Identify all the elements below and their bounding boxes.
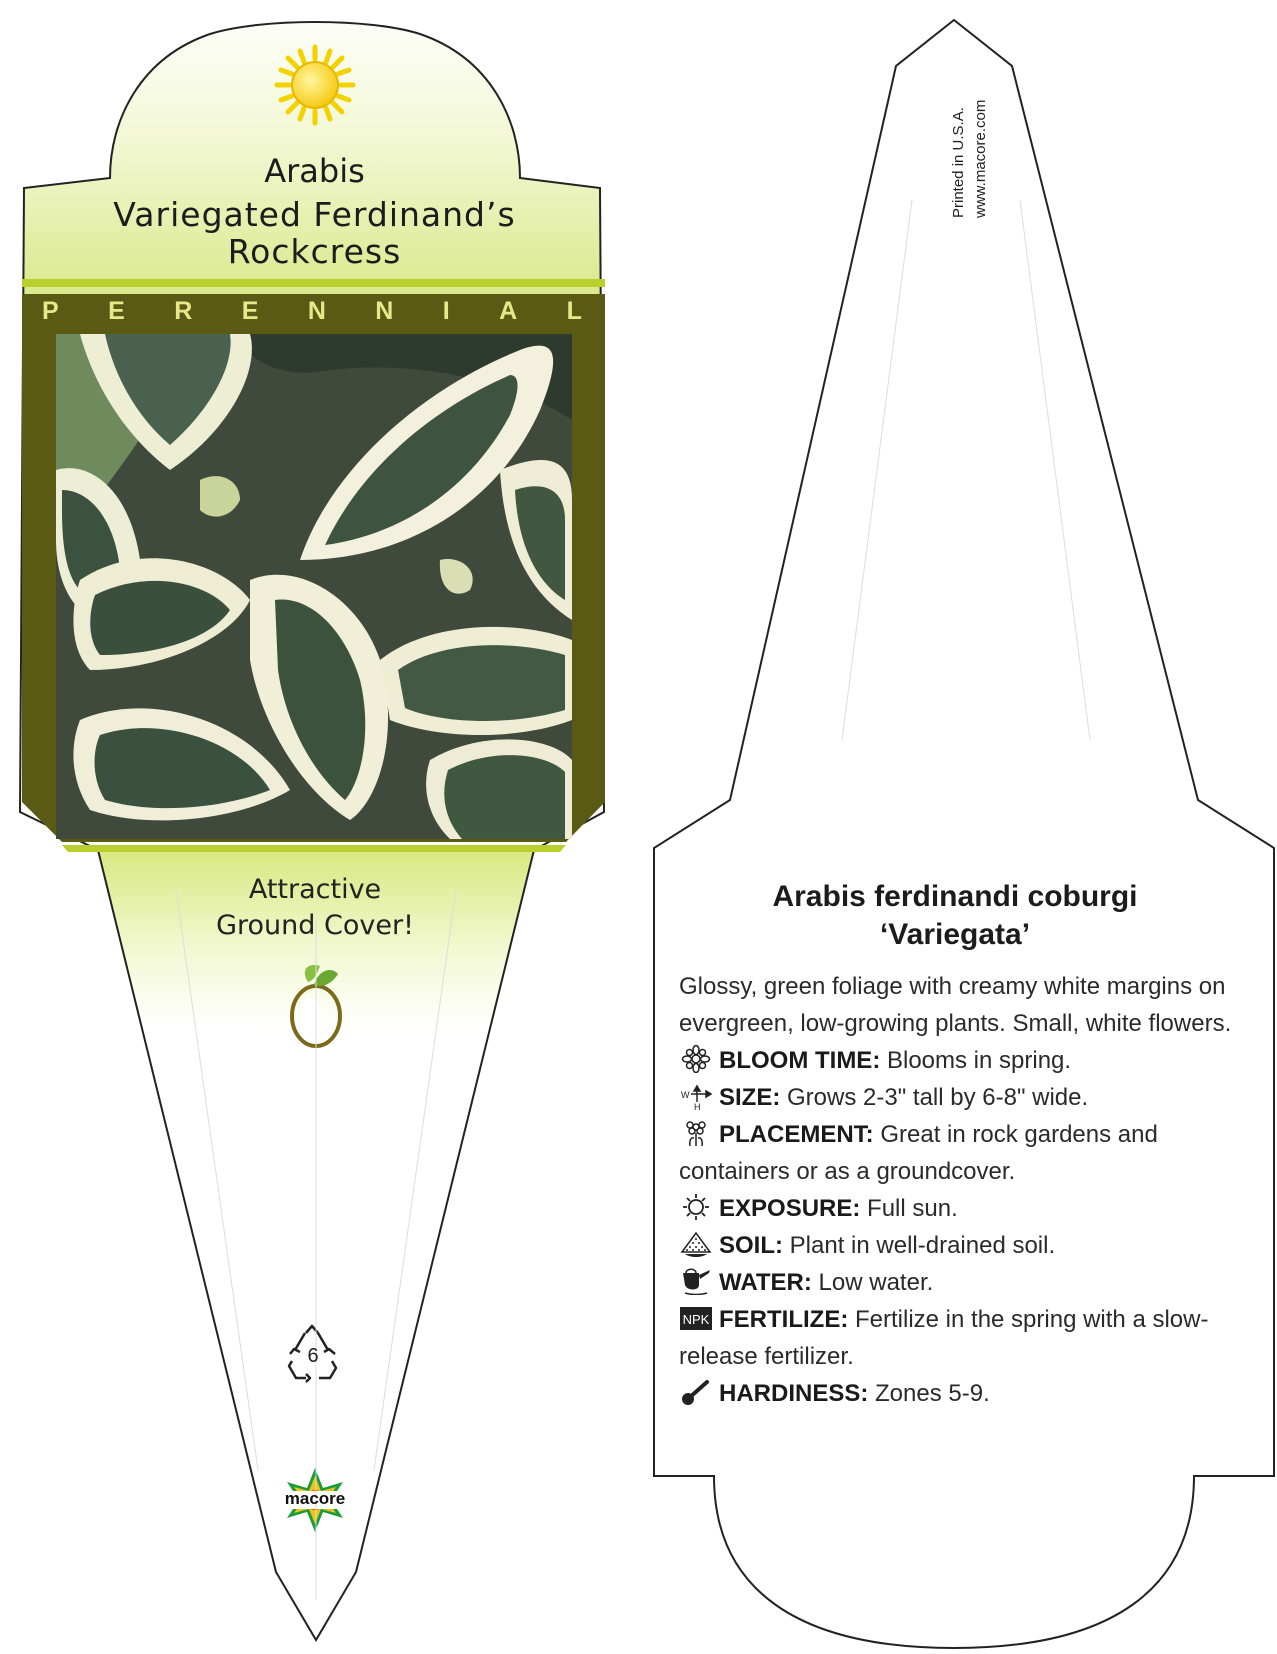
size-value: Grows 2-3" tall by 6-8" wide. xyxy=(787,1084,1089,1111)
placement-icon xyxy=(679,1119,713,1147)
botanical-title xyxy=(660,878,1250,954)
printed-in: Printed in U.S.A. xyxy=(950,107,967,218)
frame-bottom-stripe xyxy=(62,845,566,852)
water-label: WATER: xyxy=(719,1269,812,1296)
fertilize-value: Fertilize in the spring with a slow-release fertilizer. xyxy=(679,1306,1209,1370)
svg-text:W: W xyxy=(681,1090,690,1100)
print-info xyxy=(948,48,998,218)
fertilize-label: FERTILIZE: xyxy=(719,1306,849,1333)
category-letter: R xyxy=(174,297,193,325)
exposure-row xyxy=(679,1190,1269,1227)
soil-row xyxy=(679,1227,1269,1264)
flower-icon xyxy=(679,1045,713,1073)
category-letter: N xyxy=(375,297,394,325)
water-value: Low water. xyxy=(818,1269,934,1296)
brand-name: macore xyxy=(284,1489,346,1508)
category-letter: I xyxy=(442,297,450,325)
svg-text:H: H xyxy=(694,1102,701,1110)
common-name-line1: Variegated Ferdinand’s xyxy=(113,195,516,234)
fertilize-row xyxy=(679,1301,1269,1375)
category-label xyxy=(42,297,582,326)
common-name-line2: Rockcress xyxy=(227,232,402,271)
soil-label: SOIL: xyxy=(719,1232,783,1259)
hardiness-row xyxy=(679,1375,1269,1412)
water-row xyxy=(679,1264,1269,1301)
tagline-line1: Attractive xyxy=(248,874,382,905)
placement-value: Great in rock gardens and containers or as a groundcover. xyxy=(679,1121,1158,1185)
soil-value: Plant in well-drained soil. xyxy=(789,1232,1056,1259)
sun-icon xyxy=(277,47,353,123)
exposure-sun-icon xyxy=(679,1193,713,1221)
bloom-time-row xyxy=(679,1042,1269,1079)
exposure-value: Full sun. xyxy=(867,1195,958,1222)
size-label: SIZE: xyxy=(719,1084,781,1111)
tagline-line2: Ground Cover! xyxy=(216,910,414,941)
thermometer-icon xyxy=(679,1378,713,1406)
variegated-leaves-photo xyxy=(56,334,572,839)
hardiness-value: Zones 5-9. xyxy=(875,1380,990,1407)
hardiness-label: HARDINESS: xyxy=(719,1380,869,1407)
bloom-time-value: Blooms in spring. xyxy=(886,1047,1072,1074)
npk-text: NPK xyxy=(682,1312,710,1327)
recycle-code: 6 xyxy=(307,1345,319,1367)
soil-icon xyxy=(679,1230,713,1258)
title-divider xyxy=(22,279,605,287)
category-letter: E xyxy=(241,297,259,325)
size-arrows-icon xyxy=(679,1082,713,1110)
category-letter: A xyxy=(499,297,518,325)
category-letter: P xyxy=(42,297,59,325)
genus-name: Arabis xyxy=(264,152,365,190)
exposure-label: EXPOSURE: xyxy=(719,1195,861,1222)
category-letter: L xyxy=(566,297,582,325)
description-text: Glossy, green foliage with creamy white margins on evergreen, low-growing plants. Small, white flowers. xyxy=(679,973,1232,1037)
size-row xyxy=(679,1079,1269,1116)
plant-description xyxy=(679,968,1269,1412)
bloom-time-label: BLOOM TIME: xyxy=(719,1047,881,1074)
placement-row xyxy=(679,1116,1269,1190)
website: www.macore.com xyxy=(972,99,989,218)
placement-label: PLACEMENT: xyxy=(719,1121,874,1148)
tagline xyxy=(120,872,510,944)
category-letter: E xyxy=(108,297,125,325)
watering-can-icon xyxy=(679,1267,713,1295)
cultivar-name: ‘Variegata’ xyxy=(879,918,1031,951)
botanical-name: Arabis ferdinandi coburgi xyxy=(772,880,1138,913)
category-letter: N xyxy=(307,297,326,325)
npk-icon xyxy=(679,1304,713,1332)
